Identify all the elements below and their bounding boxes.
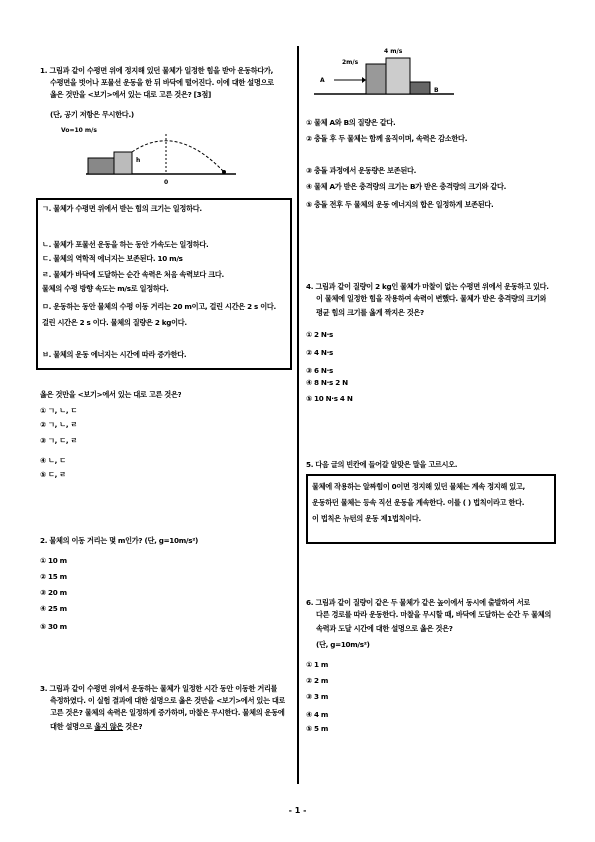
fig-label-v1: 2m/s	[342, 59, 359, 66]
q1-choice-4[interactable]: ④ ㄴ, ㄷ	[40, 456, 66, 465]
q6-choice-1[interactable]: ① 1 m	[306, 660, 329, 669]
fig-label-bottom: 0	[164, 179, 169, 186]
bogi-line-6: 물체의 수평 방향 속도는 m/s로 일정하다.	[42, 284, 169, 293]
q4-choice-3[interactable]: ③ 6 N·s	[306, 366, 334, 375]
bogi-line-1: ㄱ. 물체가 수평면 위에서 받는 힘의 크기는 일정하다.	[42, 204, 202, 213]
fig-label-b: B	[434, 87, 439, 94]
stmt-3: ③ 충돌 과정에서 운동량은 보존된다.	[306, 166, 417, 175]
bogi-line-3: ㄴ. 물체가 포물선 운동을 하는 동안 가속도는 일정하다.	[42, 240, 209, 249]
fig-label-side: h	[136, 157, 141, 164]
q1-choice-2[interactable]: ② ㄱ, ㄴ, ㄹ	[40, 420, 78, 429]
q5-box-line-3: 이 법칙은 뉴턴의 운동 제1법칙이다.	[312, 514, 421, 523]
bogi-line-7: ㅁ. 운동하는 동안 물체의 수평 이동 거리는 20 m이고, 걸린 시간은 2 s 이다.	[42, 302, 276, 311]
q4-line-1: 4. 그림과 같이 질량이 2 kg인 물체가 마찰이 없는 수평면 위에서 운동하고 있다.	[306, 282, 549, 291]
q1-line-3: 옳은 것만을 <보기>에서 있는 대로 고른 것은? [3점]	[50, 90, 211, 99]
q5-box-line-1: 물체에 작용하는 알짜힘이 0이면 정지해 있던 물체는 계속 정지해 있고,	[312, 482, 525, 491]
q6-choice-2[interactable]: ② 2 m	[306, 676, 329, 685]
q6-line-3: 속력과 도달 시간에 대한 설명으로 옳은 것은?	[316, 624, 453, 633]
q4-choice-1[interactable]: ① 2 N·s	[306, 330, 334, 339]
q3-line-3: 고른 것은? 물체의 속력은 일정하게 증가하며, 마찰은 무시한다. 물체의 운동에	[50, 708, 285, 717]
q1-line-1: 1. 그림과 같이 수평면 위에 정지해 있던 물체가 일정한 힘을 받아 운동하다가,	[40, 66, 274, 75]
q2-prompt: 2. 물체의 이동 거리는 몇 m인가? (단, g=10m/s²)	[40, 536, 199, 545]
q1-choices-prompt: 옳은 것만을 <보기>에서 있는 대로 고른 것은?	[40, 390, 182, 399]
emphasis-underline: 옳지 않은	[94, 722, 124, 731]
q6-choice-3[interactable]: ③ 3 m	[306, 692, 329, 701]
fig-label-v2: 4 m/s	[384, 48, 403, 55]
q4-line-2: 이 물체에 일정한 힘을 작용하여 속력이 변했다. 물체가 받은 충격량의 크기와	[316, 294, 547, 303]
collision-figure	[314, 44, 464, 100]
stmt-2: ② 충돌 후 두 물체는 함께 움직이며, 속력은 감소한다.	[306, 134, 468, 143]
bogi-line-9: ㅂ. 물체의 운동 에너지는 시간에 따라 증가한다.	[42, 350, 187, 359]
column-divider	[297, 46, 299, 784]
bogi-line-5: ㄹ. 물체가 바닥에 도달하는 순간 속력은 처음 속력보다 크다.	[42, 270, 224, 279]
q2-choice-1[interactable]: ① 10 m	[40, 556, 67, 565]
q5-prompt: 5. 다음 글의 빈칸에 들어갈 알맞은 말을 고르시오.	[306, 460, 458, 469]
q1-choice-3[interactable]: ③ ㄱ, ㄷ, ㄹ	[40, 436, 78, 445]
page-number: - 1 -	[288, 806, 307, 815]
q4-choice-2[interactable]: ② 4 N·s	[306, 348, 334, 357]
q6-line-2: 다른 경로를 따라 운동한다. 마찰을 무시할 때, 바닥에 도달하는 순간 두 물체의	[316, 610, 552, 619]
q6-line-1: 6. 그림과 같이 질량이 같은 두 물체가 같은 높이에서 동시에 출발하여 서로	[306, 598, 531, 607]
q1-choice-5[interactable]: ⑤ ㄷ, ㄹ	[40, 470, 66, 479]
fig-label-top: Vo=10 m/s	[61, 127, 97, 134]
q2-choice-5[interactable]: ⑤ 30 m	[40, 622, 67, 631]
stmt-1: ① 물체 A와 B의 질량은 같다.	[306, 118, 396, 127]
q3-line-1: 3. 그림과 같이 수평면 위에서 운동하는 물체가 일정한 시간 동안 이동한 거리를	[40, 684, 278, 693]
bogi-line-8: 걸린 시간은 2 s 이다. 물체의 질량은 2 kg이다.	[42, 318, 187, 327]
q3-line-2: 측정하였다. 이 실험 결과에 대한 설명으로 옳은 것만을 <보기>에서 있는 대로	[50, 696, 286, 705]
q5-box-line-2: 운동하던 물체는 등속 직선 운동을 계속한다. 이를 ( ) 법칙이라고 한다.	[312, 498, 525, 507]
stmt-4: ④ 물체 A가 받은 충격량의 크기는 B가 받은 충격량의 크기와 같다.	[306, 182, 507, 191]
projectile-diagram	[56, 122, 246, 192]
q1-line-2: 수평면을 벗어나 포물선 운동을 한 뒤 바닥에 떨어진다. 이에 대한 설명으로	[50, 78, 274, 87]
q6-line-4: (단, g=10m/s²)	[316, 640, 370, 649]
q2-choice-4[interactable]: ④ 25 m	[40, 604, 67, 613]
q4-line-3: 평균 힘의 크기를 옳게 짝지은 것은?	[316, 308, 424, 317]
collision-diagram	[314, 44, 464, 100]
q2-choice-2[interactable]: ② 15 m	[40, 572, 67, 581]
q2-choice-3[interactable]: ③ 20 m	[40, 588, 67, 597]
q1-choice-1[interactable]: ① ㄱ, ㄴ, ㄷ	[40, 406, 78, 415]
bogi-line-4: ㄷ. 물체의 역학적 에너지는 보존된다. 10 m/s	[42, 254, 183, 263]
q6-choice-5[interactable]: ⑤ 5 m	[306, 724, 329, 733]
q4-choice-5[interactable]: ⑤ 10 N·s 4 N	[306, 394, 353, 403]
q1-figure	[56, 122, 246, 192]
q4-choice-4[interactable]: ④ 8 N·s 2 N	[306, 378, 348, 387]
q3-line-4: 대한 설명으로 옳지 않은 것은?	[50, 722, 143, 731]
stmt-5: ⑤ 충돌 전후 두 물체의 운동 에너지의 합은 일정하게 보존된다.	[306, 200, 494, 209]
q1-line-5: (단, 공기 저항은 무시한다.)	[50, 110, 134, 119]
q6-choice-4[interactable]: ④ 4 m	[306, 710, 329, 719]
fig-label-a: A	[320, 77, 325, 84]
